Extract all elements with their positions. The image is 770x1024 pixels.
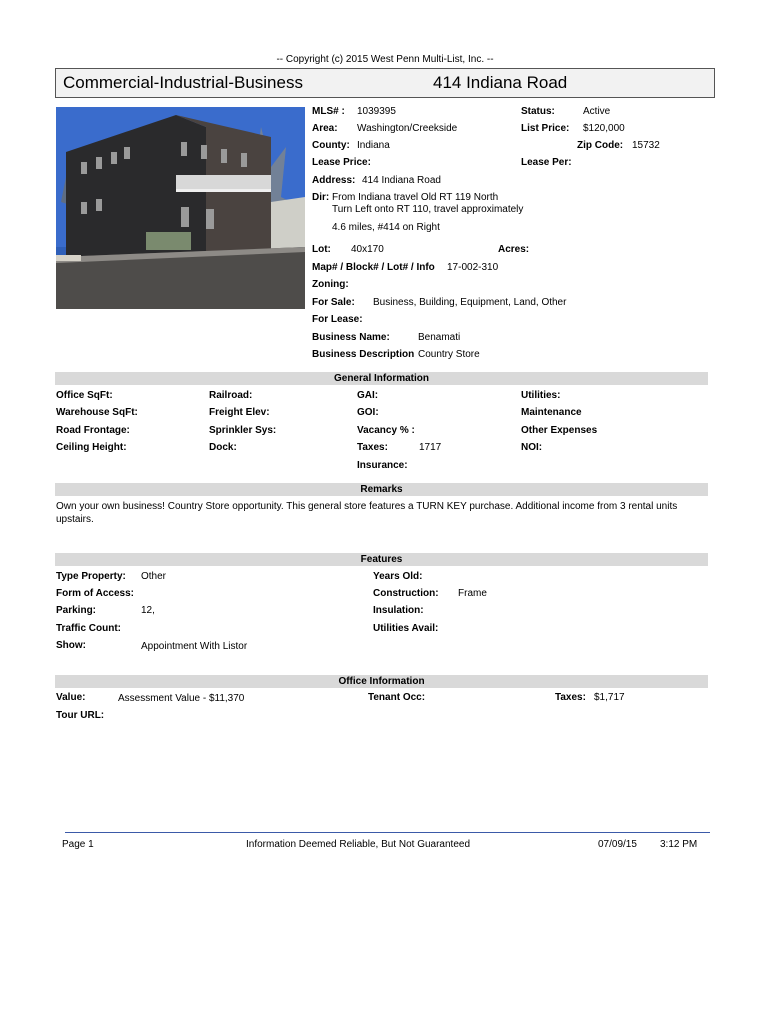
- utilities-avail-label: Utilities Avail:: [373, 623, 439, 634]
- form-of-access-label: Form of Access:: [56, 588, 134, 599]
- lease-per-label: Lease Per:: [521, 157, 572, 168]
- sprinkler-label: Sprinkler Sys:: [209, 425, 277, 436]
- zip-value: 15732: [632, 140, 660, 151]
- maintenance-label: Maintenance: [521, 407, 582, 418]
- type-property-label: Type Property:: [56, 571, 126, 582]
- value-value: Assessment Value - $11,370: [118, 693, 245, 704]
- zip-label: Zip Code:: [577, 140, 624, 151]
- general-information-title: General Information: [333, 373, 429, 384]
- traffic-count-label: Traffic Count:: [56, 623, 121, 634]
- county-value: Indiana: [357, 140, 390, 151]
- for-sale-value: Business, Building, Equipment, Land, Other: [373, 297, 567, 308]
- show-label: Show:: [56, 640, 86, 651]
- disclaimer: Information Deemed Reliable, But Not Guaranteed: [246, 839, 471, 850]
- other-expenses-label: Other Expenses: [521, 425, 598, 436]
- ceiling-height-label: Ceiling Height:: [56, 442, 127, 453]
- status-label: Status:: [521, 106, 555, 117]
- taxes-value: 1717: [419, 442, 442, 453]
- show-value: Appointment With Listor: [141, 641, 248, 652]
- insurance-label: Insurance:: [357, 460, 408, 471]
- for-sale-label: For Sale:: [312, 297, 355, 308]
- print-time: 3:12 PM: [660, 839, 698, 850]
- business-description-label: Business Description: [312, 349, 415, 360]
- footer-rule: [65, 832, 710, 833]
- remarks-line-1: Own your own business! Country Store opportunity. This general store features a TURN KEY purchase. Additional income from 3 rental units: [56, 501, 678, 512]
- property-photo: [56, 107, 305, 309]
- features-title: Features: [360, 554, 403, 565]
- tenant-occ-label: Tenant Occ:: [368, 692, 426, 703]
- type-property-value: Other: [141, 571, 167, 582]
- status-value: Active: [583, 106, 611, 117]
- list-price-value: $120,000: [583, 123, 625, 134]
- office-information-title: Office Information: [338, 676, 425, 687]
- vacancy-label: Vacancy % :: [357, 425, 415, 436]
- gai-label: GAI:: [357, 390, 379, 401]
- taxes-label: Taxes:: [357, 442, 388, 453]
- parking-label: Parking:: [56, 605, 97, 616]
- office-taxes-value: $1,717: [594, 692, 625, 703]
- tour-url-label: Tour URL:: [56, 710, 105, 721]
- features-header: [55, 553, 708, 566]
- map-block-lot-label: Map# / Block# / Lot# / Info: [312, 262, 435, 273]
- business-name-value: Benamati: [418, 332, 461, 343]
- years-old-label: Years Old:: [373, 571, 423, 582]
- mls-number: 1039395: [357, 106, 396, 117]
- property-address-title: 414 Indiana Road: [433, 73, 568, 92]
- railroad-label: Railroad:: [209, 390, 253, 401]
- directions-line-1: From Indiana travel Old RT 119 North: [332, 192, 499, 203]
- office-taxes-label: Taxes:: [555, 692, 586, 703]
- county-label: County:: [312, 140, 350, 151]
- business-name-label: Business Name:: [312, 332, 390, 343]
- remarks-line-2: upstairs.: [56, 514, 94, 525]
- acres-label: Acres:: [498, 244, 530, 255]
- office-sqft-label: Office SqFt:: [56, 390, 113, 401]
- lease-price-label: Lease Price:: [312, 157, 371, 168]
- list-price-label: List Price:: [521, 123, 570, 134]
- remarks-title: Remarks: [360, 484, 403, 495]
- noi-label: NOI:: [521, 442, 543, 453]
- remarks-header: [55, 483, 708, 496]
- area-label: Area:: [312, 123, 338, 134]
- page-number: Page 1: [62, 839, 94, 850]
- directions-line-3: 4.6 miles, #414 on Right: [332, 222, 440, 233]
- parking-value: 12,: [141, 605, 155, 616]
- directions-label: Dir:: [312, 192, 330, 203]
- warehouse-sqft-label: Warehouse SqFt:: [56, 407, 138, 418]
- road-frontage-label: Road Frontage:: [56, 425, 130, 436]
- office-information-header: [55, 675, 708, 688]
- property-category: Commercial-Industrial-Business: [63, 73, 303, 92]
- value-label: Value:: [56, 692, 86, 703]
- title-bar: [55, 68, 715, 98]
- copyright-notice: -- Copyright (c) 2015 West Penn Multi-List, Inc. --: [276, 54, 494, 65]
- zoning-label: Zoning:: [312, 279, 349, 290]
- address-value: 414 Indiana Road: [362, 175, 441, 186]
- dock-label: Dock:: [209, 442, 237, 453]
- address-label: Address:: [312, 175, 356, 186]
- print-date: 07/09/15: [598, 839, 637, 850]
- utilities-label: Utilities:: [521, 390, 561, 401]
- for-lease-label: For Lease:: [312, 314, 363, 325]
- general-information-header: [55, 372, 708, 385]
- lot-value: 40x170: [351, 244, 384, 255]
- map-block-lot-value: 17-002-310: [447, 262, 499, 273]
- construction-value: Frame: [458, 588, 487, 599]
- insulation-label: Insulation:: [373, 605, 424, 616]
- construction-label: Construction:: [373, 588, 439, 599]
- area-value: Washington/Creekside: [357, 123, 458, 134]
- directions-line-2: Turn Left onto RT 110, travel approximately: [332, 204, 524, 215]
- business-description-value: Country Store: [418, 349, 480, 360]
- mls-label: MLS# :: [312, 106, 345, 117]
- freight-elev-label: Freight Elev:: [209, 407, 270, 418]
- lot-label: Lot:: [312, 244, 331, 255]
- goi-label: GOI:: [357, 407, 379, 418]
